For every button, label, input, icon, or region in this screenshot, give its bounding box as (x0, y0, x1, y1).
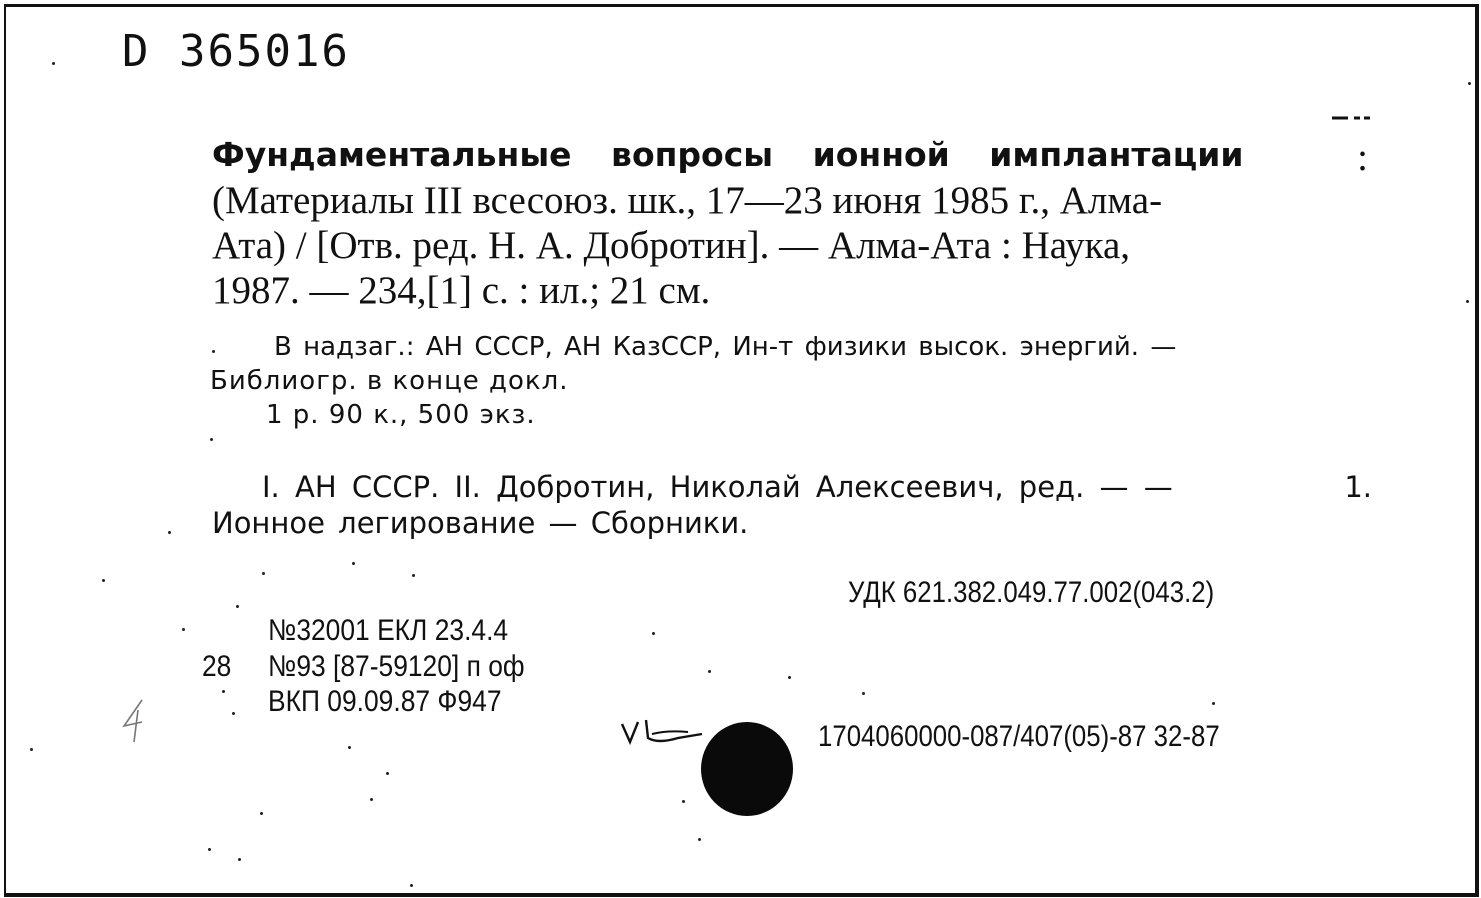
speck (682, 800, 685, 803)
speck (262, 572, 265, 575)
speck (862, 692, 865, 695)
speck (370, 798, 373, 801)
order-prefix: 28 (202, 650, 232, 683)
title-line-4: 1987. — 234,[1] с. : ил.; 21 см. (212, 269, 711, 312)
notes-line-1: В надзаг.: АН СССР, АН КазССР, Ин-т физики высок. энергий. — (274, 332, 1177, 362)
order-line-3: ВКП 09.09.87 Ф947 (268, 685, 502, 718)
speck (238, 858, 241, 861)
title-bold: Фундаментальные вопросы ионной имплантации (212, 135, 1244, 174)
speck (210, 438, 213, 441)
speck (222, 690, 225, 693)
handwritten-checkmark (618, 716, 708, 752)
speck (236, 605, 239, 608)
speck (168, 531, 171, 534)
tracing-line-1 (262, 470, 1372, 504)
title-line-3: Ата) / [Отв. ред. Н. А. Добротин]. — Алма-Ата : Наука, (212, 224, 1131, 267)
udc-classification: УДК 621.382.049.77.002(043.2) (848, 576, 1215, 609)
order-line-1: №32001 ЕКЛ 23.4.4 (268, 614, 509, 647)
speck (30, 748, 33, 751)
speck (386, 772, 389, 775)
speck (182, 628, 185, 631)
speck (1466, 300, 1469, 303)
ink-blot (701, 722, 793, 816)
speck (352, 562, 355, 565)
notes-line-3: 1 р. 90 к., 500 экз. (266, 400, 536, 430)
handwritten-mark (112, 696, 152, 744)
tracing-line-1-number: 1. (1344, 470, 1372, 504)
speck (232, 712, 235, 715)
speck (208, 848, 211, 851)
title-line-2: (Материалы III всесоюз. шк., 17—23 июня 1985 г., Алма- (212, 179, 1163, 222)
call-number: D 365016 (122, 26, 350, 77)
speck (348, 746, 351, 749)
notes-line-2: Библиогр. в конце докл. (210, 366, 569, 396)
speck (212, 350, 215, 353)
speck (52, 62, 55, 65)
speck (1468, 82, 1471, 85)
catalog-code: 1704060000-087/407(05)-87 32-87 (818, 720, 1220, 753)
speck (260, 812, 263, 815)
title-colon: : (1357, 136, 1368, 179)
speck (102, 579, 105, 582)
title-line-1 (212, 135, 1368, 179)
speck (698, 838, 701, 841)
speck (1212, 702, 1215, 705)
tracing-line-1-text: I. АН СССР. II. Добротин, Николай Алексеевич, ред. — — (262, 470, 1173, 504)
speck (410, 884, 413, 887)
speck (788, 676, 791, 679)
speck (652, 632, 655, 635)
speck (412, 574, 415, 577)
tracing-line-2: Ионное легирование — Сборники. (212, 506, 749, 540)
order-line-2: №93 [87-59120] п оф (268, 650, 525, 683)
speck (708, 670, 711, 673)
corner-marks (1330, 112, 1370, 122)
